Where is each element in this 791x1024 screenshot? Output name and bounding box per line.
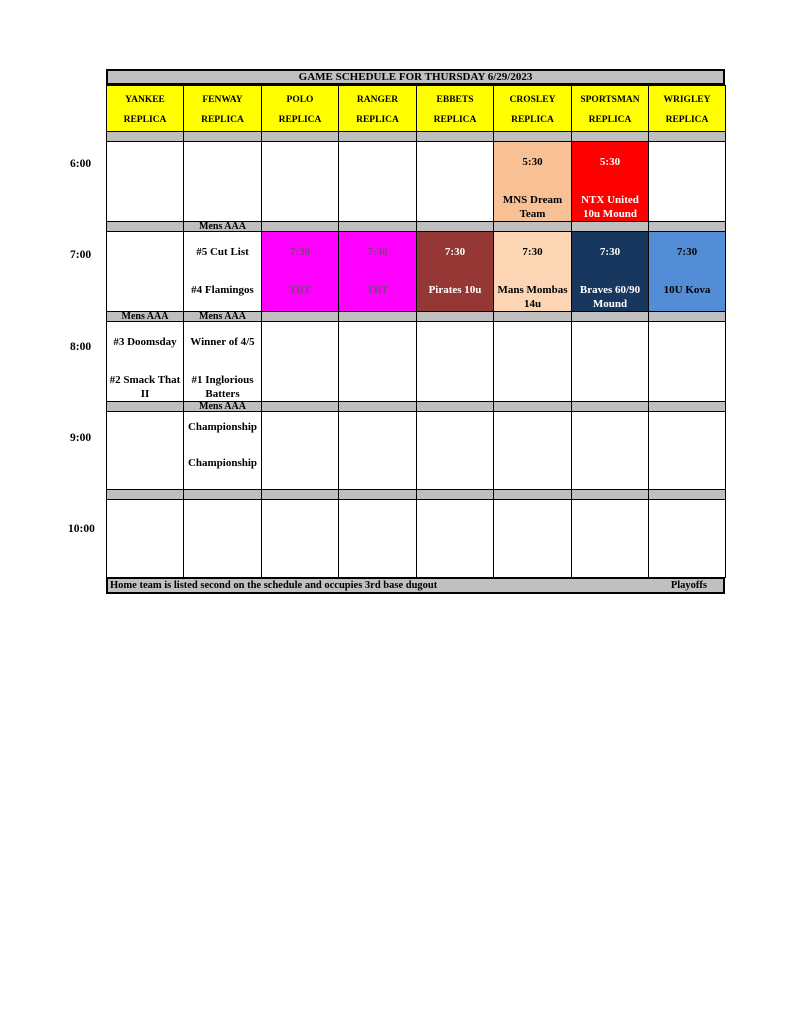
schedule-sheet bbox=[106, 69, 725, 594]
slot-row-9 bbox=[107, 412, 726, 490]
game-cell: #3 Doomsday #2 Smack That II bbox=[107, 322, 184, 402]
slot-row-7 bbox=[107, 232, 726, 312]
game-cell: 7:30 Pirates 10u bbox=[417, 232, 494, 312]
field-header: POLO REPLICA bbox=[262, 86, 339, 132]
game-cell: 7:30 TBT bbox=[339, 232, 417, 312]
slot-row-6 bbox=[107, 142, 726, 222]
time-label-7: 7:00 bbox=[70, 249, 92, 261]
game-cell: 7:30 Braves 60/90 Mound bbox=[572, 232, 649, 312]
slot-row-10 bbox=[107, 500, 726, 578]
field-header: EBBETS REPLICA bbox=[417, 86, 494, 132]
separator-row: Mens AAA bbox=[107, 402, 726, 412]
game-cell: 5:30 NTX United 10u Mound bbox=[572, 142, 649, 222]
field-header: CROSLEY REPLICA bbox=[494, 86, 572, 132]
schedule-footer bbox=[106, 578, 725, 594]
game-cell: #5 Cut List #4 Flamingos bbox=[184, 232, 262, 312]
field-header: WRIGLEY REPLICA bbox=[649, 86, 726, 132]
game-cell: 5:30 MNS Dream Team bbox=[494, 142, 572, 222]
field-header: RANGER REPLICA bbox=[339, 86, 417, 132]
time-label-9: 9:00 bbox=[70, 432, 92, 444]
playoffs-label: Playoffs bbox=[670, 580, 707, 591]
time-label-10: 10:00 bbox=[68, 523, 95, 535]
game-cell: 7:30 Mans Mombas 14u bbox=[494, 232, 572, 312]
separator-row bbox=[107, 132, 726, 142]
time-label-6: 6:00 bbox=[70, 158, 92, 170]
time-label-8: 8:00 bbox=[70, 341, 92, 353]
field-header: SPORTSMAN REPLICA bbox=[572, 86, 649, 132]
game-cell: Championship Championship bbox=[184, 412, 262, 490]
game-cell: 7:30 TBT bbox=[262, 232, 339, 312]
schedule-grid bbox=[106, 85, 726, 578]
field-header: FENWAY REPLICA bbox=[184, 86, 262, 132]
game-cell: Winner of 4/5 #1 Inglorious Batters bbox=[184, 322, 262, 402]
separator-row bbox=[107, 490, 726, 500]
slot-row-8 bbox=[107, 322, 726, 402]
field-header: YANKEE REPLICA bbox=[107, 86, 184, 132]
field-header-row bbox=[107, 86, 726, 132]
separator-row: Mens AAA Mens AAA bbox=[107, 312, 726, 322]
schedule-title: GAME SCHEDULE FOR THURSDAY 6/29/2023 bbox=[106, 69, 725, 85]
separator-row: Mens AAA bbox=[107, 222, 726, 232]
home-team-note: Home team is listed second on the schedule and occupies 3rd base dugout bbox=[110, 580, 438, 591]
game-cell: 7:30 10U Kova bbox=[649, 232, 726, 312]
